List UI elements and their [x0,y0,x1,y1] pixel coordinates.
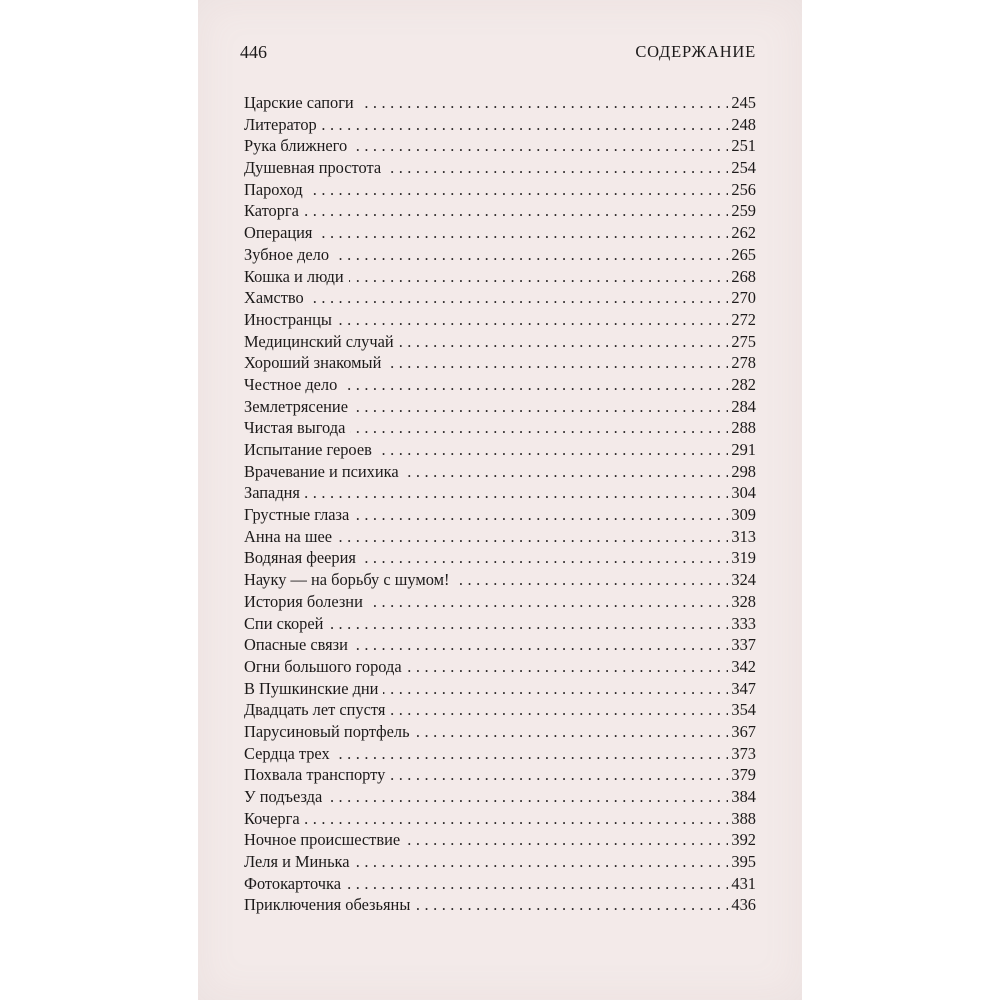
toc-entry [244,526,756,548]
toc-entry-title: Душевная простота [244,157,386,179]
toc-entry [244,678,756,700]
toc-entry-title: Чистая выгода [244,417,350,439]
toc-entry-page-number: 284 [728,396,756,418]
toc-entry-page-number: 275 [728,331,756,353]
toc-entry [244,482,756,504]
page-number: 446 [240,42,267,62]
toc-entry-page-number: 337 [728,634,756,656]
toc-entry [244,764,756,786]
toc-entry-title: Медицинский случай [244,331,399,353]
toc-entry [244,786,756,808]
toc-entry-title: Литератор [244,114,322,136]
toc-entry [244,179,756,201]
toc-entry-title: Зубное дело [244,244,334,266]
toc-entry-page-number: 268 [728,266,756,288]
toc-entry [244,504,756,526]
toc-entry [244,135,756,157]
toc-entry-page-number: 259 [728,200,756,222]
toc-entry [244,92,756,114]
toc-entry-page-number: 395 [728,851,756,873]
toc-entry [244,613,756,635]
toc-entry [244,894,756,916]
toc-entry [244,266,756,288]
toc-entry [244,374,756,396]
toc-entry-page-number: 265 [728,244,756,266]
toc-entry [244,309,756,331]
toc-entry [244,634,756,656]
toc-entry-title: Западня [244,482,305,504]
toc-entry-page-number: 278 [728,352,756,374]
toc-entry [244,591,756,613]
toc-entry-page-number: 288 [728,417,756,439]
toc-entry-title: Хороший знакомый [244,352,386,374]
toc-entry-title: Честное дело [244,374,342,396]
toc-entry-title: Двадцать лет спустя [244,699,390,721]
toc-entry [244,699,756,721]
toc-entry-title: Фотокарточка [244,873,346,895]
toc-entry-title: Сердца трех [244,743,335,765]
toc-entry-page-number: 367 [728,721,756,743]
toc-entry-title: Кошка и люди [244,266,349,288]
toc-entry [244,743,756,765]
toc-entry-title: Операция [244,222,317,244]
toc-entry-page-number: 319 [728,547,756,569]
toc-entry-title: Анна на шее [244,526,337,548]
toc-entry-page-number: 254 [728,157,756,179]
toc-entry [244,873,756,895]
toc-entry-title: Леля и Минька [244,851,355,873]
toc-entry-page-number: 333 [728,613,756,635]
toc-entry [244,439,756,461]
toc-entry-page-number: 313 [728,526,756,548]
toc-entry [244,287,756,309]
toc-entry-title: Хамство [244,287,309,309]
toc-entry-title: История болезни [244,591,368,613]
toc-entry-page-number: 347 [728,678,756,700]
toc-entry-title: Рука ближнего [244,135,352,157]
toc-entry-page-number: 388 [728,808,756,830]
toc-entry-page-number: 431 [728,873,756,895]
page-header [240,36,756,66]
toc-entry [244,547,756,569]
toc-entry [244,244,756,266]
toc-entry-title: Огни большого города [244,656,407,678]
toc-entry-page-number: 379 [728,764,756,786]
toc-entry-page-number: 373 [728,743,756,765]
toc-entry-page-number: 256 [728,179,756,201]
toc-entry [244,114,756,136]
toc-entry-title: Каторга [244,200,304,222]
toc-entry-page-number: 384 [728,786,756,808]
toc-entry-page-number: 328 [728,591,756,613]
toc-entry [244,461,756,483]
toc-entry-page-number: 324 [728,569,756,591]
toc-entry-page-number: 251 [728,135,756,157]
toc-entry-title: Царские сапоги [244,92,359,114]
table-of-contents [244,92,756,916]
toc-entry [244,331,756,353]
toc-entry-page-number: 270 [728,287,756,309]
toc-entry [244,829,756,851]
toc-entry-title: Иностранцы [244,309,337,331]
book-page [198,0,802,1000]
toc-entry-page-number: 291 [728,439,756,461]
toc-entry-title: У подъезда [244,786,327,808]
toc-entry-title: Землетрясение [244,396,353,418]
toc-entry-page-number: 262 [728,222,756,244]
toc-entry [244,721,756,743]
toc-entry-page-number: 309 [728,504,756,526]
toc-entry-page-number: 272 [728,309,756,331]
toc-entry-title: Кочерга [244,808,305,830]
toc-entry-title: Науку — на борьбу с шумом! [244,569,454,591]
toc-entry-page-number: 304 [728,482,756,504]
toc-entry-title: В Пушкинские дни [244,678,383,700]
toc-entry-page-number: 282 [728,374,756,396]
toc-entry-page-number: 342 [728,656,756,678]
toc-entry [244,157,756,179]
toc-entry-title: Ночное происшествие [244,829,405,851]
toc-entry-page-number: 248 [728,114,756,136]
toc-entry-page-number: 436 [728,894,756,916]
toc-entry-title: Грустные глаза [244,504,354,526]
toc-entry-title: Приключения обезьяны [244,894,415,916]
toc-entry-title: Врачевание и психика [244,461,404,483]
toc-entry-title: Спи скорей [244,613,328,635]
toc-entry [244,200,756,222]
toc-entry-title: Похвала транспорту [244,764,390,786]
toc-entry [244,851,756,873]
toc-entry [244,808,756,830]
toc-entry-title: Пароход [244,179,308,201]
toc-entry [244,569,756,591]
toc-entry [244,222,756,244]
toc-entry-title: Опасные связи [244,634,353,656]
toc-entry-title: Водяная феерия [244,547,361,569]
toc-entry-page-number: 298 [728,461,756,483]
toc-entry-page-number: 354 [728,699,756,721]
toc-entry-page-number: 245 [728,92,756,114]
toc-entry-page-number: 392 [728,829,756,851]
toc-entry [244,352,756,374]
section-title: СОДЕРЖАНИЕ [635,42,756,61]
toc-entry-title: Испытание героев [244,439,377,461]
toc-entry-title: Парусиновый портфель [244,721,415,743]
toc-entry [244,396,756,418]
toc-entry [244,656,756,678]
toc-entry [244,417,756,439]
